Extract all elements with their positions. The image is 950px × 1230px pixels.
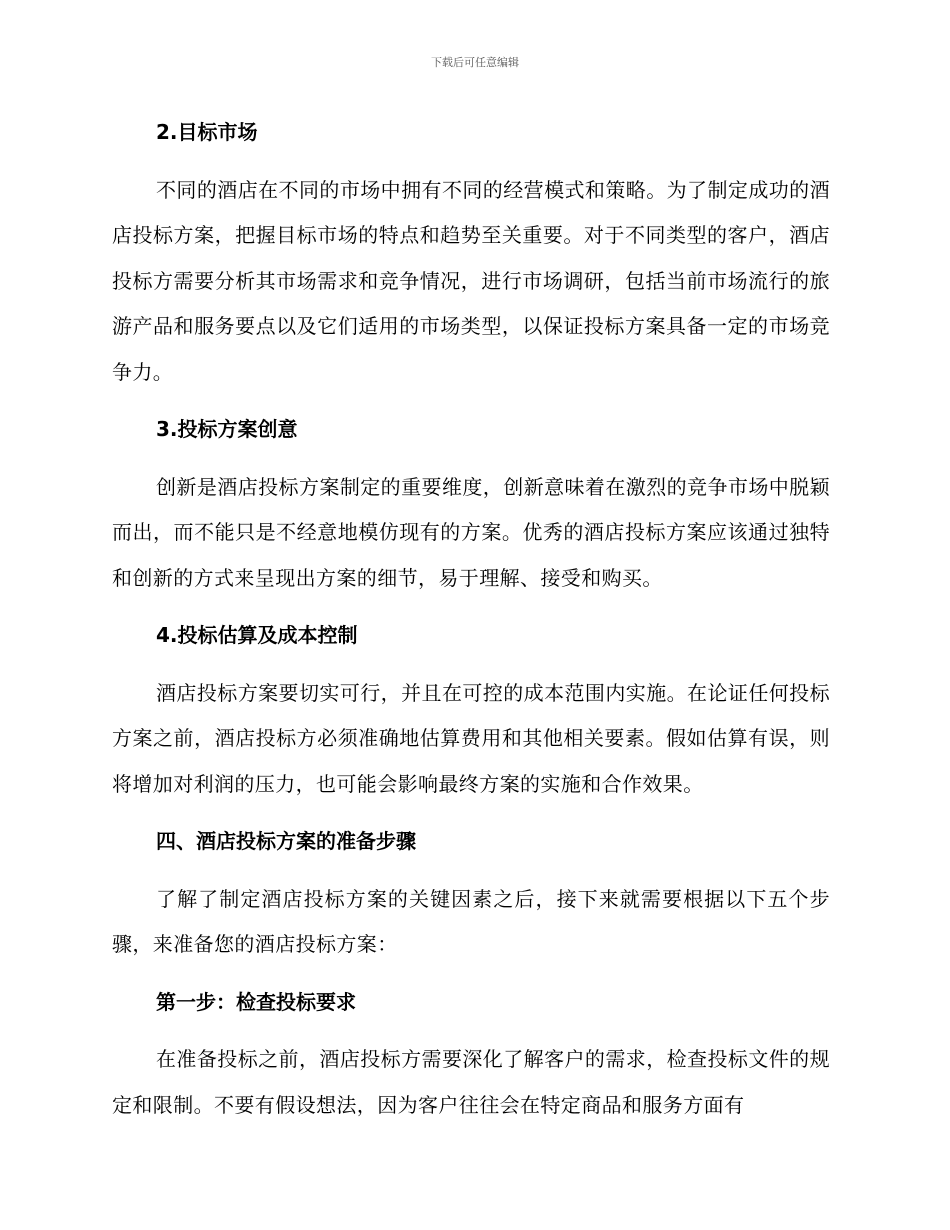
paragraph-preparation-steps: 了解了制定酒店投标方案的关键因素之后，接下来就需要根据以下五个步骤，来准备您的酒店投标方案： (112, 886, 830, 956)
paragraph-cost-control: 酒店投标方案要切实可行，并且在可控的成本范围内实施。在论证任何投标方案之前，酒店投标方必须准确地估算费用和其他相关要素。假如估算有误，则将增加对利润的压力，也可能会影响最终方案的实施和合作效果。 (112, 680, 830, 796)
paragraph-target-market: 不同的酒店在不同的市场中拥有不同的经营模式和策略。为了制定成功的酒店投标方案，把握目标市场的特点和趋势至关重要。对于不同类型的客户，酒店投标方需要分析其市场需求和竞争情况，进行市场调研，包括当前市场流行的旅游产品和服务要点以及它们适用的市场类型，以保证投标方案具备一定的市场竞争力。 (112, 177, 830, 384)
section-heading-proposal-creativity: 3.投标方案创意 (156, 417, 298, 441)
section-heading-preparation-steps: 四、酒店投标方案的准备步骤 (156, 829, 416, 853)
section-heading-step-one: 第一步：检查投标要求 (156, 989, 356, 1014)
paragraph-step-one: 在准备投标之前，酒店投标方需要深化了解客户的需求，检查投标文件的规定和限制。不要有假设想法，因为客户往往会在特定商品和服务方面有 (112, 1047, 830, 1117)
document-body (112, 110, 830, 1140)
section-heading-cost-control: 4.投标估算及成本控制 (156, 623, 358, 647)
section-heading-target-market: 2.目标市场 (156, 120, 258, 144)
paragraph-proposal-creativity: 创新是酒店投标方案制定的重要维度，创新意味着在激烈的竞争市场中脱颖而出，而不能只是不经意地模仿现有的方案。优秀的酒店投标方案应该通过独特和创新的方式来呈现出方案的细节，易于理解、接受和购买。 (112, 474, 830, 590)
page-header: 下载后可任意编辑 (431, 56, 519, 69)
